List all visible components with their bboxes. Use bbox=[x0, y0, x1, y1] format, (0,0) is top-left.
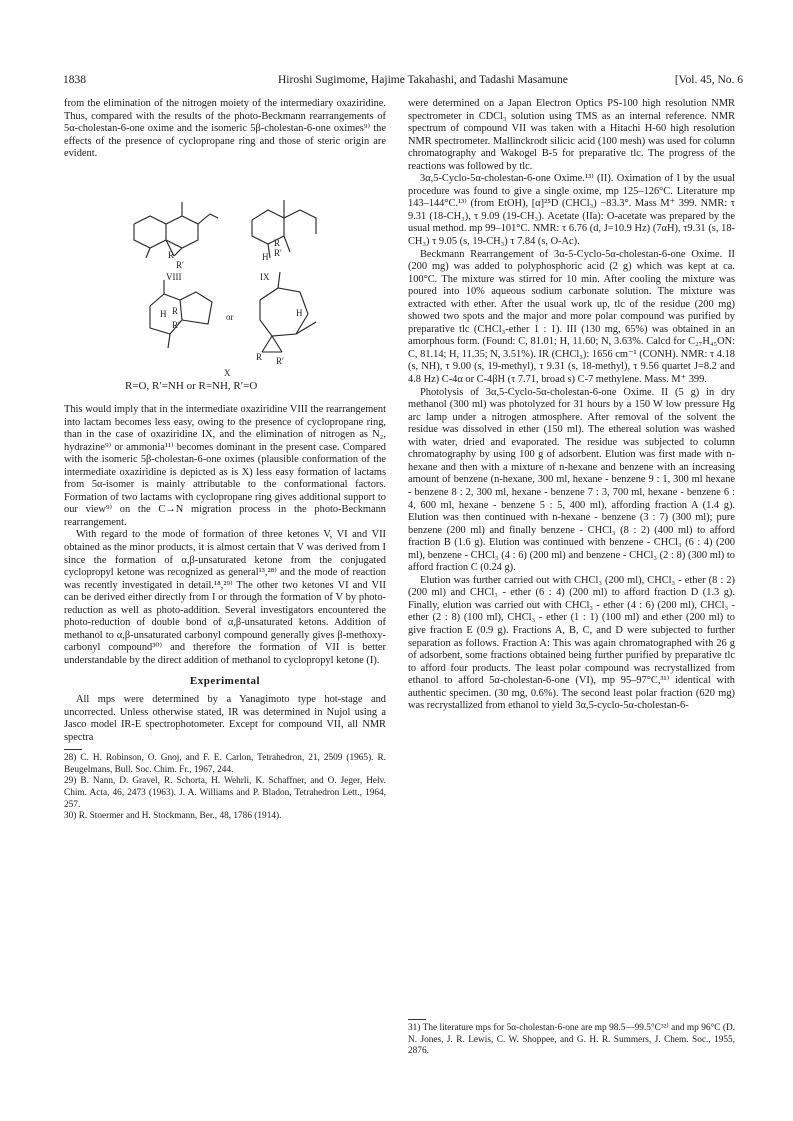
structure-figure bbox=[120, 196, 340, 396]
paragraph: Beckmann Rearrangement of 3α-5-Cyclo-5α-cholestan-6-one Oxime. II (200 mg) was added to polyphosphoric acid (2 g) which was kept at ca. 100°C. The mixture was stirred for 10 min. After cooling the mixture was poured into 10% aqueous sodium carbonate solution. The mixture was extracted with ether. After the usual work up, tlc of the residue (200 mg) showed two spots and the major and more polar compound was purified by preparative tlc (CHCl₃-ether 1 : 1). III (130 mg, 65%) was obtained in an amorphous form. (Found: C, 81.01; H, 11.60; N, 3.63%. Calcd for C₂₇H₄₅ON: C, 81.14; H, 11.35; N, 3.51%). IR (CHCl₃): 1656 cm⁻¹ (CONH). NMR: τ 4.18 (s, NH), τ 9.00 (s, 19-methyl), τ 9.31 (s, 18-methyl), τ 9.56 quartet J=8.2 and 4.8 Hz) C-4α or C-4βH (τ 7.71, broad s) C-7 methylene. Mass. M⁺ 399. bbox=[408, 248, 735, 386]
paragraph: Photolysis of 3α,5-Cyclo-5α-cholestan-6-one Oxime. II (5 g) in dry methanol (300 ml) was photolyzed for 31 hours by a 150 W low pressure Hg arc lamp under a nitrogen atmosphere. After removal of the solvent the residue was dissolved in ether (150 ml). The ethereal solution was washed with water, dried and evaporated. The residue was subjected to column chromatography by using 100 g of adsorbent. Elution was first made with n-hexane and then with a mixture of n-hexane and benzene with an increasing amount of benzene (n-hexane, 300 ml, hexane - benzene 9 : 1, 300 ml hexane - benzene 8 : 2, 300 ml, hexane - benzene 7 : 3, 700 ml, hexane - benzene 6 : 4, 600 ml, hexane - benzene 5 : 5, 400 ml), affording fraction A (1.4 g). Elution was then continued with n-hexane - benzene (3 : 7) (300 ml); pure benzene (200 ml) and finally benzene - CHCl₃ (8 : 2) (400 ml) to afford fraction B (1.6 g). Elution was continued with benzene - CHCl₃ (6 : 4) (200 ml), benzene - CHCl₃ (4 : 6) (200 ml) and benzene - CHCl₃ (2 : 8) (300 ml) to afford fraction C (0.24 g). bbox=[408, 386, 735, 574]
atom-label-r-prime: R′ bbox=[276, 356, 284, 366]
atom-label-r-prime: R′ bbox=[274, 248, 282, 258]
right-column bbox=[408, 98, 735, 713]
or-label: or bbox=[226, 312, 234, 322]
compound-label-ix: IX bbox=[260, 272, 270, 282]
footnote: 29) B. Nann, D. Gravel, R. Schorta, H. Wehrli, K. Schaffner, and O. Jeger, Helv. Chim. Acta, 46, 2473 (1963). J. A. Williams and P. Bladon, Tetrahedron Lett., 1964, 257. bbox=[64, 776, 386, 810]
footnote: 31) The literature mps for 5α-cholestan-6-one are mp 98.5—99.5°C³²⁾ and mp 96°C (D. N. Jones, J. R. Lewis, C. W. Shoppee, and G. H. R. Summers, J. Chem. Soc., 1955, 2876. bbox=[408, 1023, 735, 1057]
figure-condition: R=O, R′=NH or R=NH, R′=O bbox=[125, 380, 258, 392]
compound-label-x: X bbox=[224, 368, 231, 378]
footnote-rule bbox=[408, 1019, 426, 1020]
compound-label-viii: VIII bbox=[166, 272, 182, 282]
atom-label-r-prime: R′ bbox=[172, 320, 180, 330]
footnote-rule bbox=[64, 749, 82, 750]
paragraph: All mps were determined by a Yanagimoto type hot-stage and uncorrected. Unless otherwise stated, IR was determined in Nujol using a Jasco model IR-E spectrophotometer. Except for compound VII, all NMR spectra bbox=[64, 694, 386, 743]
paragraph: Elution was further carried out with CHCl₃ (200 ml), CHCl₃ - ether (8 : 2) (200 ml) and CHCl₃ - ether (6 : 4) (200 ml) to afford fraction D (1.3 g). Finally, elution was carried out with CHCl₃ - ether (4 : 6) (200 ml), CHCl₃ - ether (2 : 8) (100 ml), CHCl₃ - ether (1 : 1) (100 ml) and ether (200 ml) to give fraction E (0.9 g). Fractions A, B, C, and D were subjected to further separation as follows. Fraction A: This was again chromatographed with 26 g of adsorbent, some fractions obtained being further purified by preparative tlc to afford four products. The least polar compound was recrystallized from ethanol to afford 5α-cholestan-6-one (VI), mp 95–97°C,³¹⁾ identical with authentic specimen. (30 mg, 0.6%). The second least polar fraction (620 mg) was recrystallized from ethanol to yield 3α,5-cyclo-5α-cholestan-6- bbox=[408, 574, 735, 712]
paragraph: With regard to the mode of formation of three ketones V, VI and VII obtained as the minor products, it is almost certain that V was derived from I since the formation of α,β-unsaturated ketone from the conjugated cyclopropyl ketone was recognized as general¹³,²⁸⁾ and the mode of reaction was recently investigated in detail.¹⁸,²⁹⁾ The other two ketones VI and VII can be derived either directly from I or through the formation of V by photo-reduction as well as photo-addition. Several investigators encountered the photo-reduction of double bond of α,β-unsaturated ketons. Addition of methanol to α,β-unsaturated carbonyl compound generally gives β-methoxy-carbonyl compound³⁰⁾ and therefore the formation of VII is better understandable by the direct addition of methanol to cyclopropyl ketone (I). bbox=[64, 529, 386, 666]
left-column-intro bbox=[64, 98, 386, 161]
footnote: 28) C. H. Robinson, O. Gnoj, and F. E. Carlon, Tetrahedron, 21, 2509 (1965). R. Beugelmans, Bull. Soc. Chim. Fr., 1967, 244. bbox=[64, 753, 386, 775]
page-header bbox=[63, 74, 743, 90]
atom-label-r: R bbox=[172, 306, 179, 316]
atom-label-r-prime: R′ bbox=[176, 260, 184, 270]
left-column-body bbox=[64, 404, 386, 823]
right-footnotes bbox=[408, 1014, 735, 1058]
structure-diagram bbox=[120, 196, 340, 396]
paragraph: 3α,5-Cyclo-5α-cholestan-6-one Oxime.¹³⁾ (II). Oximation of I by the usual procedure was found to give a single oxime, mp 125–126°C. Literature mp 143–144°C.¹³⁾ (from EtOH), [α]²⁵D (CHCl₃) −83.3°. Mass M⁺ 399. NMR: τ 9.31 (18-CH₃), τ 9.09 (19-CH₃). Acetate (IIa): O-acetate was prepared by the usual method. mp 99–101°C. NMR: τ 6.76 (d, J=10.9 Hz) (7αH), τ9.31 (s, 18-CH₃) τ 9.05 (s, 19-CH₃) τ 7.84 (s, O-Ac). bbox=[408, 173, 735, 248]
atom-label-r: R bbox=[168, 250, 175, 260]
atom-label-r: R bbox=[274, 238, 281, 248]
paragraph: were determined on a Japan Electron Optics PS-100 high resolution NMR spectrometer in CDCl₃ solution using TMS as an internal reference. NMR spectrum of compound VII was taken with a Hitachi H-60 high resolution NMR spectrometer. Mallinckrodt silicic acid (100 mesh) was used for column chromatography and Wakogel B-5 for preparative tlc. The progress of the reactions was followed by tlc. bbox=[408, 98, 735, 172]
section-heading-experimental: Experimental bbox=[189, 675, 261, 688]
atom-label-h: H bbox=[262, 252, 269, 262]
atom-label-r: R bbox=[256, 352, 263, 362]
footnote: 30) R. Stoermer and H. Stockmann, Ber., 48, 1786 (1914). bbox=[64, 811, 282, 822]
atom-label-h: H bbox=[296, 308, 303, 318]
atom-label-h: H bbox=[160, 309, 167, 319]
volume-info: [Vol. 45, No. 6 bbox=[674, 74, 743, 86]
running-authors: Hiroshi Sugimome, Hajime Takahashi, and Tadashi Masamune bbox=[278, 74, 568, 86]
page-number: 1838 bbox=[63, 74, 86, 86]
paragraph: from the elimination of the nitrogen moiety of the intermediary oxaziridine. Thus, compared with the results of the photo-Beckmann rearrangements of 5α-cholestan-6-one oxime and the isomeric 5β-cholestan-6-one oximes⁹⁾ the effects of the presence of cyclopropane ring and those of steric origin are evident. bbox=[64, 98, 386, 160]
paragraph: This would imply that in the intermediate oxaziridine VIII the rearrangement into lactam becomes less easy, owing to the presence of cyclopropane ring, than in the case of oxaziridine IX, and the elimination of nitrogen as N₂, hydrazine⁹⁾ or ammonia¹¹⁾ becomes dominant in the present case. Compared with the isomeric 5β-cholestan-6-one oximes (plausible conformation of the intermediate oxaziridine is depicted as is X) less easy formation of lactams from 5α-isomer is mainly attributable to the conformational factors. Formation of two lactams with cyclopropane ring gives additional support to our view⁹⁾ on the C→N migration process in the photo-Beckmann rearrangement. bbox=[64, 404, 386, 528]
